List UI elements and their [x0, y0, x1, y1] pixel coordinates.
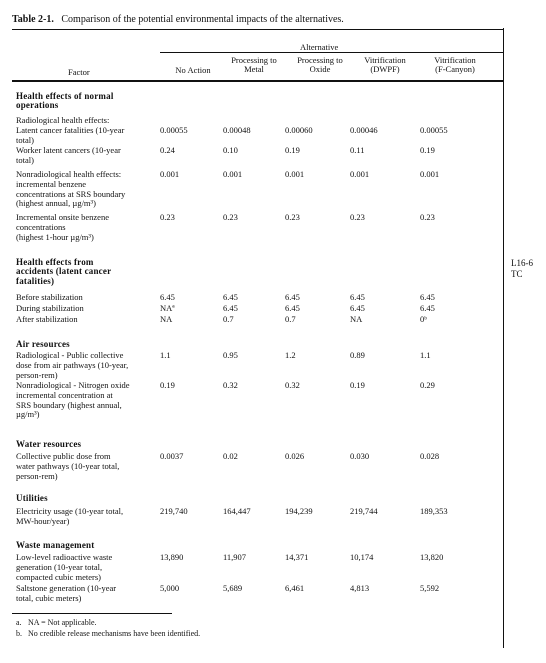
- row-label-line: Latent cancer fatalities (10-year: [16, 124, 125, 135]
- row-label-line: concentrations: [16, 221, 66, 232]
- data-cell: 6.45: [350, 292, 365, 302]
- row-label: [16, 553, 166, 582]
- column-header-line: Oxide: [309, 63, 331, 74]
- row-label-line: Low-level radioactive waste: [16, 552, 113, 562]
- alternative-rule: [160, 52, 503, 53]
- data-cell: 11,907: [223, 552, 247, 562]
- data-cell: 0.00048: [223, 125, 251, 135]
- data-cell: 6.45: [350, 303, 365, 313]
- data-cell: 6.45: [285, 303, 300, 313]
- row-label: [16, 452, 166, 481]
- column-header-line: (F-Canyon): [435, 63, 475, 74]
- data-cell: 0.23: [285, 212, 300, 222]
- row-label: [16, 507, 166, 527]
- factor-header: Factor: [68, 67, 90, 77]
- section-title: [16, 92, 166, 111]
- data-cell: 0.00046: [350, 125, 378, 135]
- row-label: [16, 293, 166, 303]
- section-title: [16, 440, 166, 449]
- data-cell: 0.001: [285, 169, 305, 179]
- data-cell: 0.7: [285, 314, 296, 324]
- data-cell: 6.45: [420, 303, 435, 313]
- row-label-line: Worker latent cancers (10-year: [16, 145, 121, 155]
- row-label-line: (highest 1-hour µg/m³): [16, 231, 94, 242]
- data-cell: 6.45: [160, 292, 175, 302]
- data-cell: 194,239: [285, 506, 313, 516]
- section-title: [16, 258, 166, 286]
- column-header: [163, 66, 223, 75]
- data-cell: 0.028: [420, 451, 440, 461]
- row-label-line: Incremental onsite benzene: [16, 212, 109, 222]
- row-label-line: water pathways (10-year total,: [16, 460, 120, 471]
- row-label-line: Nonradiological - Nitrogen oxide: [16, 380, 130, 390]
- data-cell: 0.23: [160, 212, 175, 222]
- data-cell: 4,813: [350, 583, 370, 593]
- data-cell: 0.19: [285, 145, 300, 155]
- top-rule: [12, 29, 503, 30]
- row-label-line: total): [16, 134, 34, 145]
- section-title: [16, 494, 166, 503]
- margin-note: [511, 258, 533, 280]
- data-cell: 0.89: [350, 350, 365, 360]
- data-cell: 0.001: [420, 169, 440, 179]
- data-cell: 0.026: [285, 451, 305, 461]
- row-label-line: During stabilization: [16, 303, 84, 313]
- data-cell: 6,461: [285, 583, 305, 593]
- column-header: [420, 56, 490, 74]
- row-label-line: SRS boundary (highest annual,: [16, 399, 122, 410]
- row-label: [16, 170, 166, 209]
- column-header-line: (DWPF): [370, 63, 400, 74]
- data-cell: 0.19: [160, 380, 175, 390]
- section-title-line: Air resources: [16, 339, 70, 349]
- data-cell: 0.29: [420, 380, 435, 390]
- section-title-line: Waste management: [16, 540, 95, 550]
- row-label-line: µg/m³): [16, 409, 40, 420]
- data-cell: 0.19: [420, 145, 435, 155]
- row-label: [16, 315, 166, 325]
- data-cell: 6.45: [420, 292, 435, 302]
- row-label-line: generation (10-year total,: [16, 561, 103, 572]
- row-label-line: dose from air pathways (10-year,: [16, 359, 129, 370]
- column-header-line: No Action: [175, 65, 211, 75]
- data-cell: 0.00055: [160, 125, 188, 135]
- data-cell: NA: [160, 314, 173, 324]
- data-cell: 0.24: [160, 145, 175, 155]
- data-cell: 10,174: [350, 552, 374, 562]
- footnote-line: [16, 629, 200, 638]
- right-margin-rule: [503, 28, 504, 648]
- margin-note-line: L16-6: [511, 258, 533, 268]
- data-cell: 5,592: [420, 583, 440, 593]
- data-cell: NA: [350, 314, 363, 324]
- column-header-line: Vitrification: [364, 55, 406, 65]
- row-label: [16, 584, 166, 604]
- table-number: Table 2-1.: [12, 14, 54, 25]
- section-title-line: Health effects of normal: [16, 91, 114, 101]
- data-cell: 6.45: [223, 292, 238, 302]
- data-cell: 219,744: [350, 506, 378, 516]
- data-cell: 0.7: [223, 314, 234, 324]
- row-label-line: (highest annual, µg/m³): [16, 198, 96, 209]
- row-label-line: Before stabilization: [16, 292, 83, 302]
- row-label-line: total): [16, 154, 34, 165]
- data-cell: 1.1: [160, 350, 171, 360]
- row-label-line: After stabilization: [16, 314, 78, 324]
- data-cell: 14,371: [285, 552, 309, 562]
- row-label: [16, 213, 166, 242]
- data-cell: 0.23: [350, 212, 365, 222]
- row-label-line: MW-hour/year): [16, 515, 70, 526]
- footnote-text: No credible release mechanisms have been identified.: [28, 629, 201, 638]
- footnote-mark: a.: [16, 618, 22, 627]
- data-cell: 0.00055: [420, 125, 448, 135]
- column-header-line: Metal: [244, 63, 264, 74]
- column-header: [223, 56, 285, 74]
- row-label-line: incremental concentration at: [16, 389, 113, 400]
- data-cell: 6.45: [285, 292, 300, 302]
- row-label: [16, 351, 166, 380]
- data-cell: 0.0037: [160, 451, 184, 461]
- data-cell: 0ᵇ: [420, 314, 427, 324]
- row-label-line: incremental benzene: [16, 178, 87, 189]
- data-cell: 0.19: [350, 380, 365, 390]
- section-title-line: Health effects from: [16, 257, 94, 267]
- column-header-line: Vitrification: [434, 55, 476, 65]
- section-title: [16, 541, 166, 550]
- data-cell: 5,000: [160, 583, 180, 593]
- row-label-line: Nonradiological health effects:: [16, 169, 122, 179]
- footnote-rule: [12, 613, 172, 614]
- row-label-line: compacted cubic meters): [16, 571, 101, 582]
- section-title-line: fatalities): [16, 275, 55, 286]
- data-cell: 6.45: [223, 303, 238, 313]
- footnote-line: [16, 618, 97, 627]
- data-cell: 0.001: [160, 169, 180, 179]
- row-label: [16, 381, 166, 420]
- data-cell: 0.32: [223, 380, 238, 390]
- column-header: [352, 56, 418, 74]
- footnote-mark: b.: [16, 629, 22, 638]
- footnote-text: NA = Not applicable.: [28, 618, 97, 627]
- section-title-line: accidents (latent cancer: [16, 266, 112, 277]
- data-cell: 0.32: [285, 380, 300, 390]
- section-title: [16, 340, 166, 349]
- row-label-line: person-rem): [16, 369, 58, 380]
- data-cell: 5,689: [223, 583, 243, 593]
- data-cell: 1.2: [285, 350, 296, 360]
- row-label-line: Radiological - Public collective: [16, 350, 124, 360]
- data-cell: 13,890: [160, 552, 184, 562]
- section-title-line: Water resources: [16, 439, 82, 449]
- section-title-line: Utilities: [16, 493, 48, 503]
- data-cell: 0.10: [223, 145, 238, 155]
- data-cell: 0.23: [223, 212, 238, 222]
- data-cell: 0.11: [350, 145, 365, 155]
- row-label-line: Radiological health effects:: [16, 115, 110, 125]
- row-label-line: person-rem): [16, 470, 58, 481]
- row-label-line: Saltstone generation (10-year: [16, 583, 117, 593]
- data-cell: 0.00060: [285, 125, 313, 135]
- alternative-header: Alternative: [300, 42, 339, 52]
- row-label-line: Collective public dose from: [16, 451, 111, 461]
- column-header-line: Processing to: [231, 55, 277, 65]
- data-cell: 0.95: [223, 350, 238, 360]
- data-cell: NAª: [160, 303, 175, 313]
- table-title: [12, 14, 344, 26]
- data-cell: 13,820: [420, 552, 444, 562]
- row-label: [16, 146, 166, 166]
- data-cell: 0.001: [350, 169, 370, 179]
- row-label-line: Electricity usage (10-year total,: [16, 506, 124, 516]
- margin-note-line: TC: [511, 268, 523, 279]
- table-caption: Comparison of the potential environmental impacts of the alternatives.: [61, 14, 344, 25]
- column-header: [287, 56, 353, 74]
- column-header-line: Processing to: [297, 55, 343, 65]
- data-cell: 1.1: [420, 350, 431, 360]
- section-title-line: operations: [16, 100, 59, 111]
- data-cell: 189,353: [420, 506, 448, 516]
- data-cell: 164,447: [223, 506, 251, 516]
- row-label-line: total, cubic meters): [16, 592, 82, 603]
- row-label: [16, 304, 166, 314]
- data-cell: 0.02: [223, 451, 238, 461]
- header-rule: [12, 80, 503, 82]
- row-label-line: concentrations at SRS boundary: [16, 188, 126, 199]
- data-cell: 0.23: [420, 212, 435, 222]
- data-cell: 0.001: [223, 169, 243, 179]
- data-cell: 219,740: [160, 506, 188, 516]
- row-label: [16, 116, 166, 145]
- data-cell: 0.030: [350, 451, 370, 461]
